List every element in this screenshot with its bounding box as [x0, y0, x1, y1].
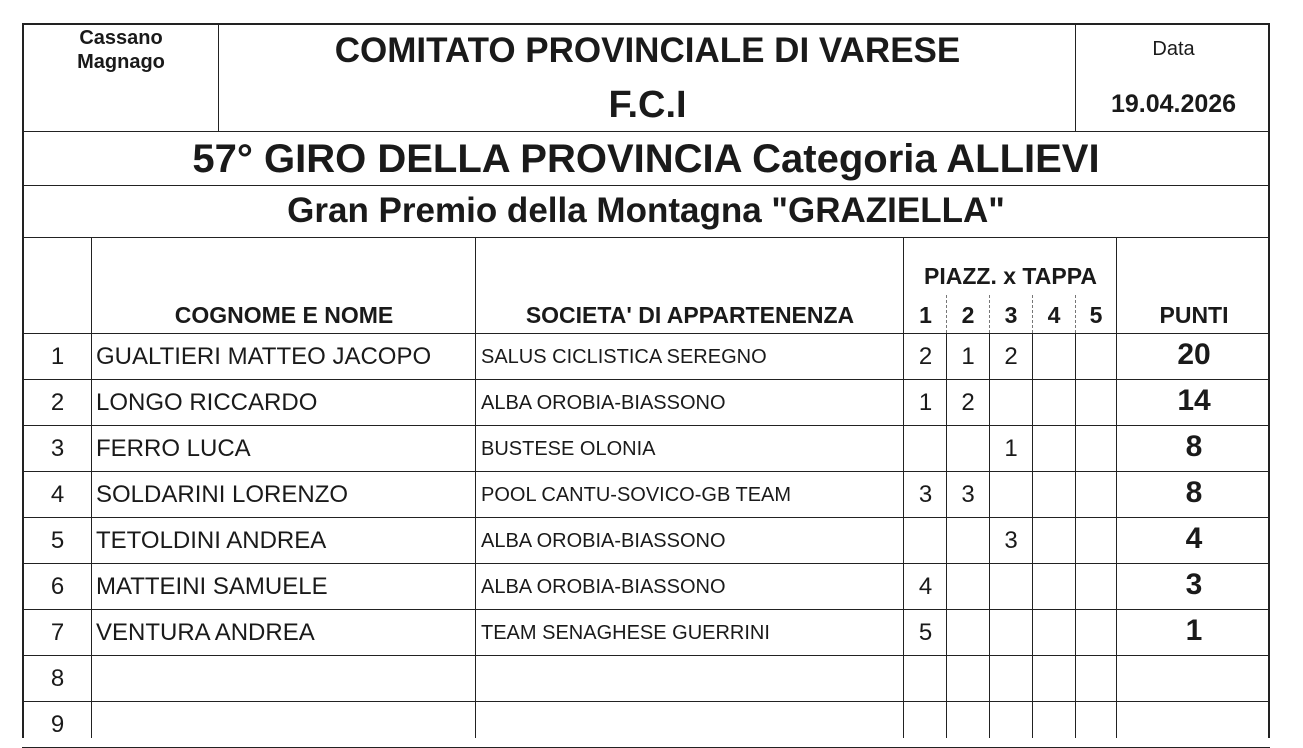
row-points: 20 — [1177, 338, 1211, 371]
header-stage-5: 5 — [1089, 301, 1103, 328]
row-stage-1: 2 — [918, 343, 933, 370]
row-rider-name: SOLDARINI LORENZO — [96, 481, 349, 508]
row-position: 2 — [50, 389, 65, 416]
header-points: PUNTI — [1159, 301, 1229, 328]
row-stage-1: 3 — [918, 481, 933, 508]
row-team: SALUS CICLISTICA SEREGNO — [481, 345, 767, 368]
row-rider-name: GUALTIERI MATTEO JACOPO — [96, 343, 432, 370]
date-value: 19.04.2026 — [1110, 90, 1237, 118]
row-stage-2 — [947, 426, 989, 472]
line-below-race-title — [22, 185, 1270, 186]
row-stage-4 — [1033, 702, 1075, 748]
row-stage-4 — [1033, 564, 1075, 610]
col-line-stages — [1116, 238, 1117, 738]
row-stage-4 — [1033, 518, 1075, 564]
row-stage-2: 2 — [961, 389, 975, 416]
row-team: ALBA OROBIA-BIASSONO — [481, 391, 726, 414]
row-stage-1 — [905, 518, 946, 564]
row-stage-3 — [990, 472, 1032, 518]
row-stage-3 — [990, 702, 1032, 748]
row-rider-name: LONGO RICCARDO — [96, 389, 318, 416]
row-stage-4 — [1033, 426, 1075, 472]
date-label: Data — [1152, 38, 1195, 60]
committee-title: COMITATO PROVINCIALE DI VARESE — [334, 31, 961, 70]
header-stage-2: 2 — [961, 301, 975, 328]
row-points: 14 — [1177, 384, 1211, 417]
row-position: 4 — [50, 481, 65, 508]
row-stage-4 — [1033, 610, 1075, 656]
row-stage-1: 5 — [918, 619, 933, 646]
row-stage-2: 1 — [961, 343, 975, 370]
federation-title: F.C.I — [608, 84, 687, 126]
row-team: TEAM SENAGHESE GUERRINI — [481, 621, 770, 644]
row-position: 6 — [50, 573, 65, 600]
race-title: 57° GIRO DELLA PROVINCIA Categoria ALLIEVI — [192, 137, 1100, 181]
row-position: 1 — [50, 343, 65, 370]
row-stage-1 — [905, 656, 946, 702]
row-team — [481, 702, 903, 748]
row-team: ALBA OROBIA-BIASSONO — [481, 529, 726, 552]
row-stage-4 — [1033, 472, 1075, 518]
row-rider-name: TETOLDINI ANDREA — [96, 527, 327, 554]
row-position: 5 — [50, 527, 65, 554]
row-points: 1 — [1185, 614, 1203, 647]
line-below-header — [22, 131, 1270, 132]
row-stage-5 — [1076, 564, 1116, 610]
row-stage-4 — [1033, 334, 1075, 380]
col-line-name — [475, 238, 476, 738]
row-team: ALBA OROBIA-BIASSONO — [481, 575, 726, 598]
header-name: COGNOME E NOME — [174, 301, 394, 328]
row-stage-5 — [1076, 518, 1116, 564]
location-block — [24, 26, 218, 74]
row-stage-2 — [947, 702, 989, 748]
row-stage-3 — [990, 564, 1032, 610]
col-line-team — [903, 238, 904, 738]
row-points: 8 — [1185, 476, 1203, 509]
header-divider-right — [1075, 24, 1076, 132]
row-stage-3: 3 — [1004, 527, 1018, 554]
row-points: 3 — [1185, 568, 1203, 601]
header-stage-3: 3 — [1004, 301, 1018, 328]
row-stage-5 — [1076, 426, 1116, 472]
row-rider-name — [96, 702, 475, 748]
row-stage-5 — [1076, 334, 1116, 380]
row-stage-4 — [1033, 380, 1075, 426]
row-points — [1118, 702, 1270, 748]
row-stage-2: 3 — [961, 481, 975, 508]
row-team: POOL CANTU-SOVICO-GB TEAM — [481, 483, 792, 506]
row-stage-3: 2 — [1004, 343, 1018, 370]
row-stage-1: 4 — [918, 573, 933, 600]
row-stage-3: 1 — [1004, 435, 1018, 462]
col-line-pos — [91, 238, 92, 738]
row-rider-name: MATTEINI SAMUELE — [96, 573, 328, 600]
header-divider-left — [218, 24, 219, 132]
row-rider-name: VENTURA ANDREA — [96, 619, 315, 646]
row-stage-3 — [990, 380, 1032, 426]
location-line-2: Magnago — [77, 51, 165, 73]
row-points: 8 — [1185, 430, 1203, 463]
prize-title: Gran Premio della Montagna "GRAZIELLA" — [287, 191, 1005, 230]
row-stage-1 — [905, 426, 946, 472]
row-position: 8 — [50, 665, 65, 692]
header-stage-4: 4 — [1047, 301, 1061, 328]
row-stage-2 — [947, 518, 989, 564]
row-stage-1 — [905, 702, 946, 748]
row-stage-3 — [990, 610, 1032, 656]
row-stage-5 — [1076, 472, 1116, 518]
row-stage-2 — [947, 610, 989, 656]
row-stage-2 — [947, 564, 989, 610]
row-position: 9 — [50, 711, 65, 738]
header-stage-1: 1 — [919, 301, 932, 328]
row-rider-name: FERRO LUCA — [96, 435, 251, 462]
row-stage-1: 1 — [918, 389, 933, 416]
header-team: SOCIETA' DI APPARTENENZA — [525, 301, 855, 328]
row-position: 7 — [50, 619, 65, 646]
row-stage-5 — [1076, 380, 1116, 426]
row-points: 4 — [1185, 522, 1203, 555]
row-stage-4 — [1033, 656, 1075, 702]
row-stage-3 — [990, 656, 1032, 702]
location-line-1: Cassano — [79, 27, 163, 49]
row-team — [481, 656, 903, 702]
row-team: BUSTESE OLONIA — [481, 437, 656, 460]
row-stage-5 — [1076, 656, 1116, 702]
line-below-prize-title — [22, 237, 1270, 238]
row-stage-5 — [1076, 610, 1116, 656]
row-points — [1118, 656, 1270, 702]
row-stage-2 — [947, 656, 989, 702]
row-rider-name — [96, 656, 475, 702]
row-stage-5 — [1076, 702, 1116, 748]
row-position: 3 — [50, 435, 65, 462]
header-stages-group: PIAZZ. x TAPPA — [924, 262, 1097, 289]
